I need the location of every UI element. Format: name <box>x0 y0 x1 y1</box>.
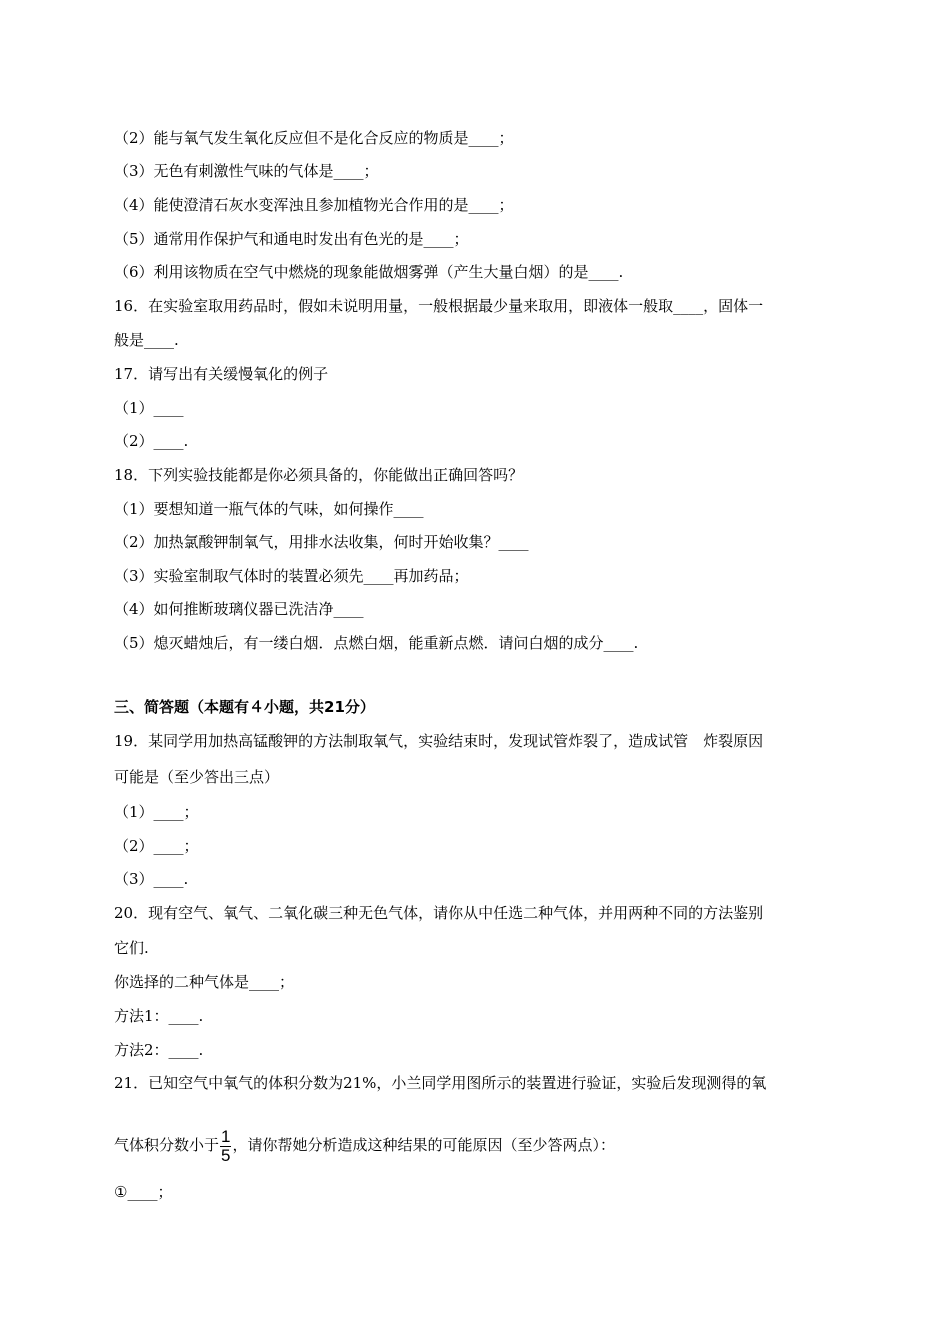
fraction-denominator: 5 <box>221 1145 231 1165</box>
q18-item-5: （5）熄灭蜡烛后，有一缕白烟．点燃白烟，能重新点燃．请问白烟的成分____. <box>114 634 639 652</box>
q20-line-1: 20．现有空气、氧气、二氧化碳三种无色气体，请你从中任选二种气体，并用两种不同的方法鉴别 <box>114 904 764 922</box>
q15-item-3: （3）无色有刺激性气味的气体是____； <box>114 162 379 180</box>
q20-method-1: 方法1：____. <box>114 1007 204 1025</box>
fraction-one-fifth <box>220 1128 231 1165</box>
q18-item-3: （3）实验室制取气体时的装置必须先____再加药品； <box>114 567 469 585</box>
q16-line-2: 般是____. <box>114 331 179 349</box>
q17-item-1: （1）____ <box>114 399 184 417</box>
q18-stem: 18．下列实验技能都是你必须具备的，你能做出正确回答吗？ <box>114 466 524 484</box>
q15-item-5: （5）通常用作保护气和通电时发出有色光的是____； <box>114 230 469 248</box>
q18-item-2: （2）加热氯酸钾制氧气，用排水法收集，何时开始收集？____ <box>114 533 529 551</box>
q21-answer-1: ①____； <box>114 1183 173 1201</box>
q20-method-2: 方法2：____. <box>114 1041 204 1059</box>
q19-item-2: （2）____； <box>114 837 199 855</box>
q21-line-1: 21．已知空气中氧气的体积分数为21%，小兰同学用图所示的装置进行验证，实验后发现测得的氧 <box>114 1074 767 1092</box>
q21-before-fraction: 气体积分数小于 <box>114 1136 220 1154</box>
q15-item-2: （2）能与氧气发生氧化反应但不是化合反应的物质是____； <box>114 129 514 147</box>
q19-line-1: 19．某同学用加热高锰酸钾的方法制取氧气，实验结束时，发现试管炸裂了，造成试管 炸裂原因 <box>114 732 764 750</box>
q20-choice: 你选择的二种气体是____； <box>114 973 295 991</box>
q21-after-fraction: ，请你帮她分析造成这种结果的可能原因（至少答两点）： <box>232 1136 615 1154</box>
q18-item-1: （1）要想知道一瓶气体的气味，如何操作____ <box>114 500 424 518</box>
q21-line-2 <box>114 1125 615 1165</box>
q19-line-2: 可能是（至少答出三点） <box>114 768 280 786</box>
q17-item-2: （2）____. <box>114 432 189 450</box>
q18-item-4: （4）如何推断玻璃仪器已洗洁净____ <box>114 600 364 618</box>
fraction-numerator: 1 <box>221 1126 231 1146</box>
q19-item-3: （3）____. <box>114 870 189 888</box>
section-heading: 三、简答题（本题有４小题，共21分） <box>114 698 375 716</box>
q19-item-1: （1）____； <box>114 803 199 821</box>
q15-item-4: （4）能使澄清石灰水变浑浊且参加植物光合作用的是____； <box>114 196 514 214</box>
q17-stem: 17．请写出有关缓慢氧化的例子 <box>114 365 329 383</box>
q15-item-6: （6）利用该物质在空气中燃烧的现象能做烟雾弹（产生大量白烟）的是____. <box>114 263 624 281</box>
q16-line-1: 16．在实验室取用药品时，假如未说明用量，一般根据最少量来取用，即液体一般取____，固体一 <box>114 297 764 315</box>
q20-line-2: 它们. <box>114 939 149 957</box>
